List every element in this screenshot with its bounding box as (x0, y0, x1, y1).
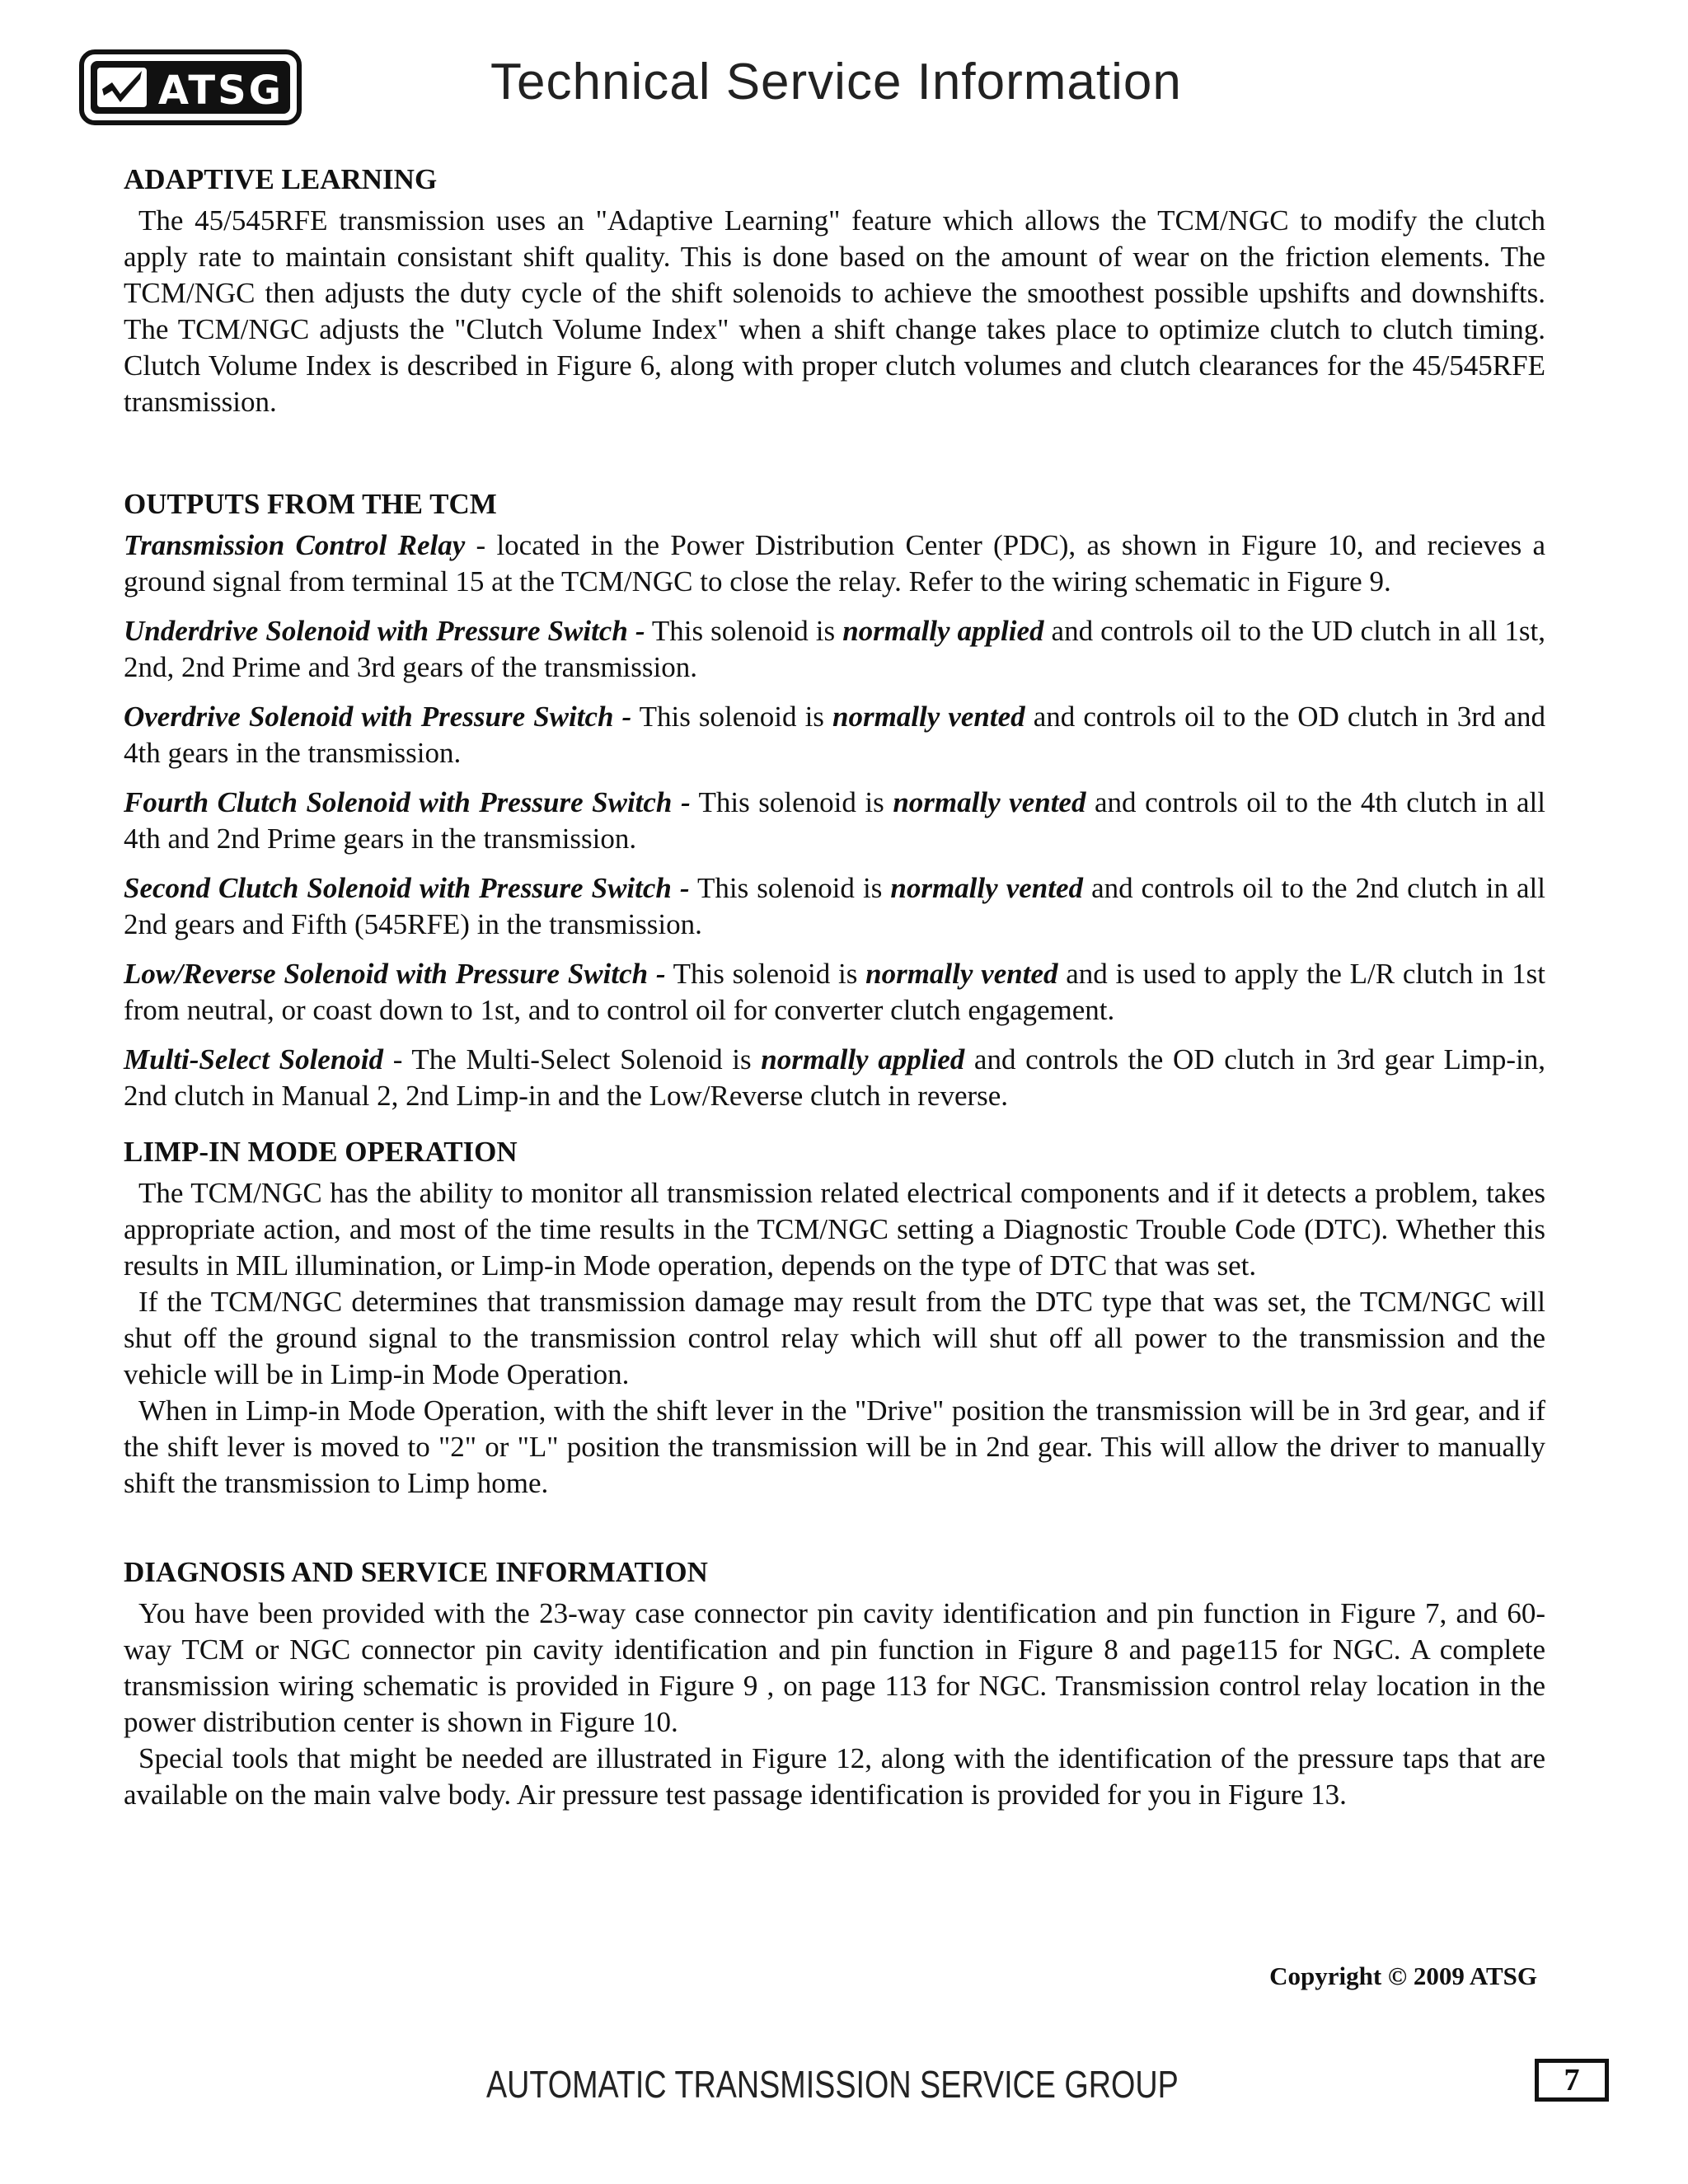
entry-term: Transmission Control Relay (124, 529, 466, 561)
entry-text: and controls oil to the OD clutch in 3rd and 4th gears in the transmission. (124, 701, 1545, 769)
output-entry-second-clutch-solenoid (124, 870, 1545, 943)
atsg-logo-graphic (79, 49, 302, 125)
entry-term: Underdrive Solenoid with Pressure Switch - (124, 615, 645, 647)
atsg-logo (79, 49, 302, 125)
output-entry-multi-select-solenoid (124, 1042, 1545, 1114)
section-limp-in-mode (124, 1134, 1545, 1502)
entry-emphasis: normally vented (832, 701, 1025, 733)
entry-text: This solenoid is (639, 701, 832, 733)
entry-text: This solenoid is (697, 872, 891, 904)
paragraph: You have been provided with the 23-way case connector pin cavity identification and pin function in Figure 7, and 60-way TCM or NGC connector pin cavity identification and pin function in Figure 8 and page115 for NGC. A complete transmission wiring schematic is provided in Figure 9 , on page 113 for NGC. Transmission control relay location in the power distribution center is shown in Figure 10. (124, 1597, 1545, 1738)
section-heading: LIMP-IN MODE OPERATION (124, 1136, 518, 1168)
page-header-title: Technical Service Information (490, 54, 1182, 110)
section-outputs-from-tcm (124, 486, 1545, 1114)
entry-text: This solenoid is (673, 958, 866, 990)
entry-text: and controls oil to the UD clutch in all 1st, 2nd, 2nd Prime and 3rd gears of the transmission. (124, 615, 1545, 683)
section-diagnosis-service (124, 1554, 1545, 1813)
entry-separator (690, 872, 697, 904)
footer-title: AUTOMATIC TRANSMISSION SERVICE GROUP (486, 2063, 1179, 2106)
output-entry-underdrive-solenoid (124, 613, 1545, 686)
page-number: 7 (1535, 2059, 1609, 2102)
entry-separator (666, 958, 673, 990)
entry-text: and is used to apply the L/R clutch in 1st from neutral, or coast down to 1st, and to control oil for converter clutch engagement. (124, 958, 1545, 1026)
section-heading: OUTPUTS FROM THE TCM (124, 488, 497, 520)
entry-separator: - (383, 1043, 412, 1076)
entry-separator (691, 786, 699, 818)
entry-separator: - (465, 529, 497, 561)
section-heading: ADAPTIVE LEARNING (124, 163, 438, 195)
paragraph: If the TCM/NGC determines that transmission damage may result from the DTC type that was set, the TCM/NGC will shut off the ground signal to the transmission control relay which will shut off all power to the transmission and the vehicle will be in Limp-in Mode Operation. (124, 1286, 1545, 1390)
output-entry-low-reverse-solenoid (124, 956, 1545, 1029)
entry-separator (645, 615, 651, 647)
output-entry-transmission-control-relay (124, 527, 1545, 600)
section-heading: DIAGNOSIS AND SERVICE INFORMATION (124, 1556, 708, 1588)
entry-term: Second Clutch Solenoid with Pressure Switch - (124, 872, 690, 904)
paragraph: The 45/545RFE transmission uses an "Adaptive Learning" feature which allows the TCM/NGC to modify the clutch apply rate to maintain consistant shift quality. This is done based on the amount of wear on the friction elements. The TCM/NGC then adjusts the duty cycle of the shift solenoids to achieve the smoothest possible upshifts and downshifts. The TCM/NGC adjusts the "Clutch Volume Index" when a shift change takes place to optimize clutch to clutch timing. Clutch Volume Index is described in Figure 6, along with proper clutch volumes and clutch clearances for the 45/545RFE transmission. (124, 204, 1545, 418)
paragraph: Special tools that might be needed are illustrated in Figure 12, along with the identification of the pressure taps that are available on the main valve body. Air pressure test passage identification is provided for you in Figure 13. (124, 1742, 1545, 1811)
entry-term: Fourth Clutch Solenoid with Pressure Switch - (124, 786, 691, 818)
entry-text: and controls the OD clutch in 3rd gear Limp-in, 2nd clutch in Manual 2, 2nd Limp-in and the Low/Reverse clutch in reverse. (124, 1043, 1545, 1112)
entry-emphasis: normally vented (865, 958, 1058, 990)
entry-emphasis: normally vented (893, 786, 1086, 818)
copyright-notice: Copyright © 2009 ATSG (1269, 1961, 1537, 1990)
entry-text: The Multi-Select Solenoid is (411, 1043, 762, 1076)
entry-term: Overdrive Solenoid with Pressure Switch - (124, 701, 632, 733)
entry-term: Low/Reverse Solenoid with Pressure Switch - (124, 958, 666, 990)
output-entry-fourth-clutch-solenoid (124, 785, 1545, 857)
entry-text: and controls oil to the 2nd clutch in all 2nd gears and Fifth (545RFE) in the transmission. (124, 872, 1545, 940)
entry-text: This solenoid is (651, 615, 843, 647)
entry-term: Multi-Select Solenoid (124, 1043, 384, 1076)
section-adaptive-learning (124, 162, 1545, 420)
output-entry-overdrive-solenoid (124, 699, 1545, 771)
entry-separator (631, 701, 639, 733)
entry-text: This solenoid is (698, 786, 893, 818)
entry-emphasis: normally applied (842, 615, 1044, 647)
entry-emphasis: normally applied (761, 1043, 965, 1076)
paragraph: The TCM/NGC has the ability to monitor all transmission related electrical components and if it detects a problem, takes appropriate action, and most of the time results in the TCM/NGC setting a Diagnostic Trouble Code (DTC). Whether this results in MIL illumination, or Limp-in Mode operation, depends on the type of DTC that was set. (124, 1177, 1545, 1282)
paragraph: When in Limp-in Mode Operation, with the shift lever in the "Drive" position the transmission will be in 3rd gear, and if the shift lever is moved to "2" or "L" position the transmission will be in 2nd gear. This will allow the driver to manually shift the transmission to Limp home. (124, 1394, 1545, 1499)
logo-text: ATSG (157, 68, 284, 114)
entry-emphasis: normally vented (890, 872, 1084, 904)
document-body (124, 162, 1545, 1813)
entry-text: located in the Power Distribution Center (PDC), as shown in Figure 10, and recieves a ground signal from terminal 15 at the TCM/NGC to close the relay. Refer to the wiring schematic in Figure 9. (124, 529, 1545, 598)
entry-text: and controls oil to the 4th clutch in all 4th and 2nd Prime gears in the transmission. (124, 786, 1545, 855)
